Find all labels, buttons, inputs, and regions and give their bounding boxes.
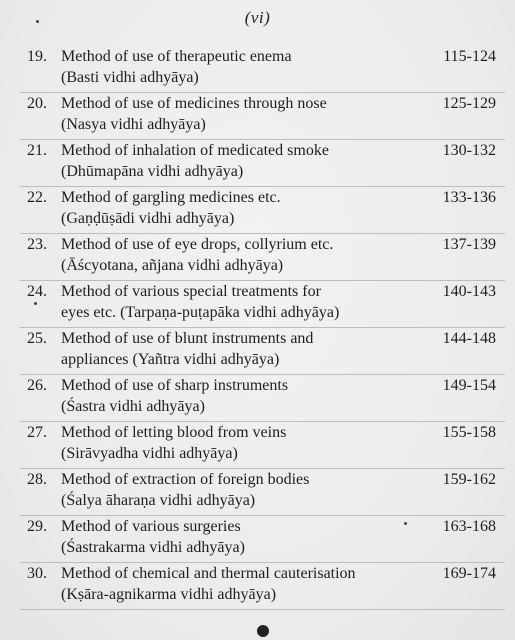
entry-subtitle: (Basti vidhi adhyāya) <box>61 69 199 86</box>
entry-page-range: 140-143 <box>442 283 496 300</box>
entry-number: 24. <box>27 283 47 300</box>
entry-subtitle: (Kṣāra-agnikarma vidhi adhyāya) <box>61 586 277 603</box>
entry-page-range: 137-139 <box>442 236 496 253</box>
entry-title: Method of gargling medicines etc. <box>61 189 281 206</box>
table-of-contents <box>0 46 515 610</box>
page-number: (vi) <box>244 8 271 27</box>
entry-number: 29. <box>27 518 47 535</box>
entry-page-range: 133-136 <box>442 189 496 206</box>
entry-title: Method of chemical and thermal cauterisation <box>61 565 356 582</box>
toc-entry-26 <box>0 375 515 422</box>
ink-dot <box>257 625 269 637</box>
entry-page-range: 163-168 <box>442 518 496 535</box>
toc-entry-24 <box>0 281 515 328</box>
entry-number: 25. <box>27 330 47 347</box>
entry-title: Method of use of therapeutic enema <box>61 48 292 65</box>
entry-subtitle: (Āścyotana, añjana vidhi adhyāya) <box>61 257 284 274</box>
entry-subtitle: appliances (Yañtra vidhi adhyāya) <box>61 351 280 368</box>
entry-page-range: 144-148 <box>442 330 496 347</box>
entry-divider <box>20 609 505 610</box>
entry-title: Method of various surgeries <box>61 518 241 535</box>
entry-page-range: 149-154 <box>442 377 496 394</box>
entry-subtitle: (Sirāvyadha vidhi adhyāya) <box>61 445 238 462</box>
entry-title: Method of inhalation of medicated smoke <box>61 142 329 159</box>
entry-number: 22. <box>27 189 47 206</box>
entry-number: 20. <box>27 95 47 112</box>
entry-number: 23. <box>27 236 47 253</box>
entry-page-range: 169-174 <box>442 565 496 582</box>
entry-page-range: 130-132 <box>442 142 496 159</box>
entry-title: Method of use of eye drops, collyrium etc. <box>61 236 334 253</box>
entry-number: 30. <box>27 565 47 582</box>
entry-subtitle: (Dhūmapāna vidhi adhyāya) <box>61 163 244 180</box>
entry-number: 28. <box>27 471 47 488</box>
entry-title: Method of various special treatments for <box>61 283 321 300</box>
entry-number: 26. <box>27 377 47 394</box>
entry-subtitle: (Śastra vidhi adhyāya) <box>61 398 205 415</box>
entry-page-range: 155-158 <box>442 424 496 441</box>
toc-entry-30 <box>0 563 515 610</box>
entry-page-range: 115-124 <box>443 48 496 65</box>
toc-entry-25 <box>0 328 515 375</box>
toc-entry-19 <box>0 46 515 93</box>
entry-title: Method of use of blunt instruments and <box>61 330 314 347</box>
entry-page-range: 159-162 <box>442 471 496 488</box>
entry-number: 21. <box>27 142 47 159</box>
entry-number: 19. <box>27 48 47 65</box>
entry-title: Method of letting blood from veins <box>61 424 287 441</box>
entry-title: Method of use of sharp instruments <box>61 377 289 394</box>
toc-entry-29 <box>0 516 515 563</box>
entry-number: 27. <box>27 424 47 441</box>
toc-entry-27 <box>0 422 515 469</box>
toc-entry-21 <box>0 140 515 187</box>
toc-entry-23 <box>0 234 515 281</box>
entry-subtitle: (Śalya āharaṇa vidhi adhyāya) <box>61 492 256 509</box>
entry-subtitle: eyes etc. (Tarpaṇa-puṭapāka vidhi adhyāya) <box>61 304 340 321</box>
toc-entry-20 <box>0 93 515 140</box>
entry-subtitle: (Gaṇḍūṣādi vidhi adhyāya) <box>61 210 235 227</box>
toc-entry-28 <box>0 469 515 516</box>
toc-entry-22 <box>0 187 515 234</box>
entry-title: Method of extraction of foreign bodies <box>61 471 310 488</box>
entry-page-range: 125-129 <box>442 95 496 112</box>
entry-subtitle: (Nasya vidhi adhyāya) <box>61 116 206 133</box>
entry-subtitle: (Śastrakarma vidhi adhyāya) <box>61 539 245 556</box>
entry-title: Method of use of medicines through nose <box>61 95 327 112</box>
